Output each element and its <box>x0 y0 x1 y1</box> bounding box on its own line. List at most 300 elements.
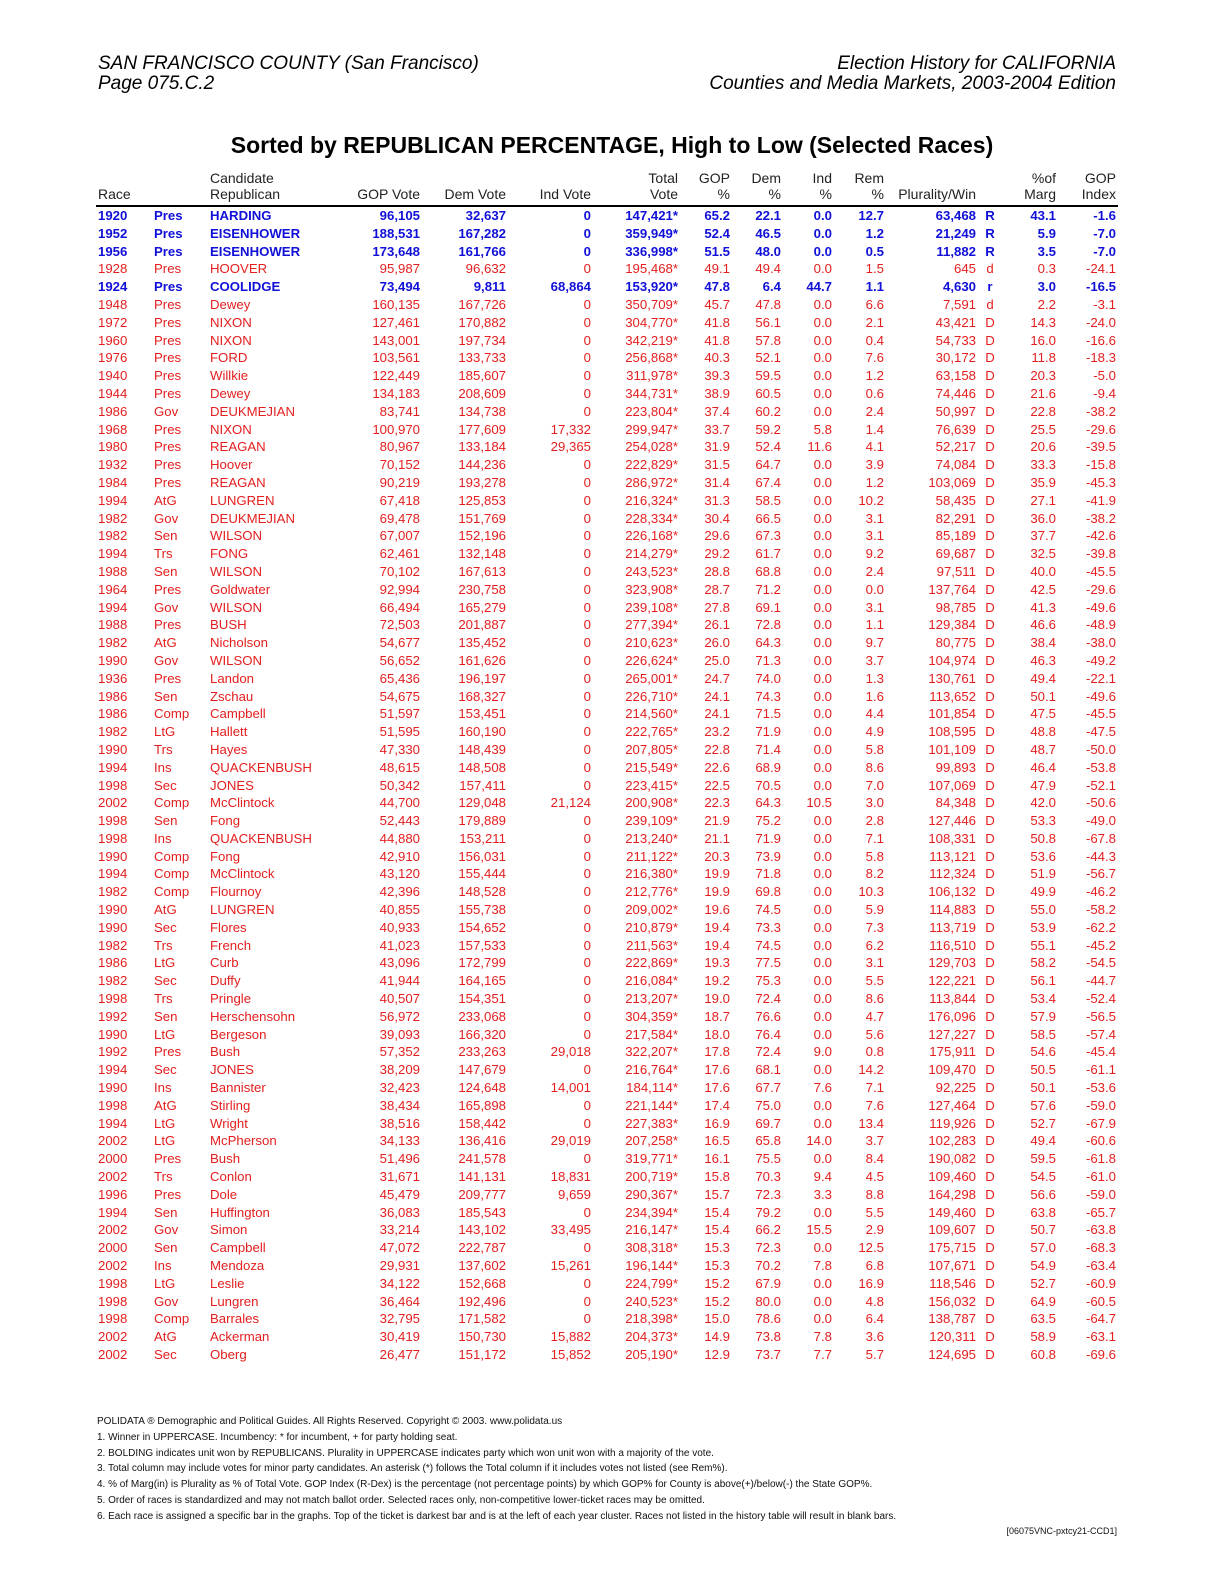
cell-gop-index: -62.2 <box>1085 919 1116 935</box>
cell-dem-pct: 71.9 <box>755 724 781 740</box>
cell-candidate-republican: McClintock <box>210 866 275 882</box>
table-row <box>96 1328 1118 1346</box>
cell-ind-pct: 0.0 <box>813 332 832 348</box>
cell-ind-vote: 0 <box>583 225 591 241</box>
cell-dem-vote: 136,416 <box>458 1133 506 1149</box>
cell-gop-vote: 45,479 <box>379 1186 420 1202</box>
cell-dem-pct: 70.2 <box>755 1258 781 1274</box>
cell-plurality: 82,291 <box>935 510 976 526</box>
cell-plurality: 156,032 <box>928 1293 976 1309</box>
footnote-6: 6. Each race is assigned a specific bar in the graphs. Top of the ticket is darkest bar and is at the left of each year cluster. Races not listed in the history table will result in blank bars. <box>97 1510 897 1522</box>
cell-margin-pct: 57.6 <box>1030 1097 1056 1113</box>
cell-gop-pct: 17.8 <box>704 1044 730 1060</box>
cell-gop-index: -47.5 <box>1085 724 1116 740</box>
table-row <box>96 705 1118 723</box>
cell-ind-pct: 14.0 <box>806 1133 832 1149</box>
cell-win-party: D <box>985 581 995 597</box>
cell-gop-index: -42.6 <box>1085 528 1116 544</box>
col-header-dem-pct <box>732 170 783 206</box>
cell-win-party: d <box>986 296 994 312</box>
cell-race-year: 1982 <box>98 973 128 989</box>
cell-gop-vote: 52,443 <box>379 813 420 829</box>
footnote-2: 2. BOLDING indicates unit won by REPUBLICANS. Plurality in UPPERCASE indicates party which won unit won with a majority of the vote. <box>97 1447 714 1459</box>
cell-win-party: D <box>985 1008 995 1024</box>
cell-race-office: Comp <box>154 866 190 882</box>
cell-rem-pct: 12.5 <box>858 1240 884 1256</box>
cell-margin-pct: 47.9 <box>1030 777 1056 793</box>
cell-gop-vote: 38,209 <box>379 1062 420 1078</box>
cell-race-year: 1998 <box>98 777 128 793</box>
footnote-1: 1. Winner in UPPERCASE. Incumbency: * for incumbent, + for party holding seat. <box>97 1431 458 1443</box>
cell-dem-vote: 167,613 <box>458 563 506 579</box>
cell-margin-pct: 63.8 <box>1030 1204 1056 1220</box>
cell-rem-pct: 8.8 <box>865 1186 884 1202</box>
cell-total-vote: 304,359* <box>625 1008 678 1024</box>
cell-plurality: 138,787 <box>928 1311 976 1327</box>
cell-rem-pct: 4.5 <box>865 1169 884 1185</box>
cell-dem-vote: 233,263 <box>458 1044 506 1060</box>
cell-dem-vote: 124,648 <box>458 1080 506 1096</box>
cell-rem-pct: 1.5 <box>865 261 884 277</box>
cell-dem-vote: 154,351 <box>458 991 506 1007</box>
cell-total-vote: 204,373* <box>625 1329 678 1345</box>
cell-gop-pct: 19.4 <box>704 919 730 935</box>
table-row <box>96 260 1118 278</box>
cell-race-year: 1998 <box>98 1275 128 1291</box>
cell-margin-pct: 53.6 <box>1030 848 1056 864</box>
cell-rem-pct: 1.1 <box>865 617 884 633</box>
cell-rem-pct: 16.9 <box>858 1275 884 1291</box>
cell-rem-pct: 2.9 <box>865 1222 884 1238</box>
cell-gop-index: -58.2 <box>1085 902 1116 918</box>
col-header-line2: Vote <box>649 186 678 202</box>
cell-gop-vote: 69,478 <box>379 510 420 526</box>
cell-dem-pct: 74.5 <box>755 902 781 918</box>
page-number: Page 075.C.2 <box>98 73 215 94</box>
cell-margin-pct: 52.7 <box>1030 1275 1056 1291</box>
cell-rem-pct: 4.1 <box>865 439 884 455</box>
cell-race-office: Pres <box>154 421 182 437</box>
cell-dem-vote: 167,726 <box>458 296 506 312</box>
cell-ind-vote: 0 <box>583 563 591 579</box>
cell-race-year: 1990 <box>98 919 128 935</box>
cell-ind-pct: 0.0 <box>813 492 832 508</box>
col-header-line1 <box>980 170 1000 186</box>
cell-race-office: Sec <box>154 1062 177 1078</box>
cell-gop-index: -60.9 <box>1085 1275 1116 1291</box>
cell-plurality: 137,764 <box>928 581 976 597</box>
cell-gop-pct: 45.7 <box>704 296 730 312</box>
cell-rem-pct: 7.6 <box>865 1097 884 1113</box>
cell-ind-pct: 0.0 <box>813 866 832 882</box>
cell-candidate-republican: Simon <box>210 1222 248 1238</box>
cell-candidate-republican: Fong <box>210 813 241 829</box>
cell-total-vote: 226,624* <box>625 652 678 668</box>
cell-total-vote: 277,394* <box>625 617 678 633</box>
cell-race-year: 1994 <box>98 1204 128 1220</box>
cell-margin-pct: 57.0 <box>1030 1240 1056 1256</box>
cell-ind-pct: 0.0 <box>813 599 832 615</box>
cell-gop-vote: 26,477 <box>379 1347 420 1362</box>
table-row <box>96 367 1118 385</box>
cell-gop-pct: 24.7 <box>704 670 730 686</box>
cell-gop-index: -67.9 <box>1085 1115 1116 1131</box>
table-row <box>96 332 1118 350</box>
cell-race-year: 1998 <box>98 991 128 1007</box>
cell-margin-pct: 50.1 <box>1030 1080 1056 1096</box>
cell-race-year: 1988 <box>98 563 128 579</box>
cell-plurality: 69,687 <box>935 546 976 562</box>
cell-margin-pct: 50.7 <box>1030 1222 1056 1238</box>
cell-gop-pct: 31.4 <box>704 474 730 490</box>
document-code: [06075VNC-pxtcy21-CCD1] <box>1006 1525 1117 1536</box>
cell-ind-vote: 0 <box>583 902 591 918</box>
cell-plurality: 113,121 <box>929 848 976 864</box>
cell-race-office: Gov <box>154 403 179 419</box>
cell-win-party: D <box>985 563 995 579</box>
cell-total-vote: 153,920* <box>625 279 678 295</box>
cell-gop-vote: 51,595 <box>379 724 420 740</box>
cell-ind-pct: 0.0 <box>813 919 832 935</box>
cell-total-vote: 223,415* <box>625 777 678 793</box>
cell-gop-index: -41.9 <box>1085 492 1116 508</box>
cell-total-vote: 209,002* <box>625 902 678 918</box>
cell-gop-index: -61.0 <box>1085 1169 1116 1185</box>
cell-dem-pct: 75.2 <box>755 813 781 829</box>
cell-gop-vote: 67,418 <box>379 492 420 508</box>
cell-ind-pct: 0.0 <box>813 225 832 241</box>
cell-dem-vote: 171,582 <box>458 1311 506 1327</box>
cell-ind-pct: 0.0 <box>813 670 832 686</box>
cell-ind-pct: 0.0 <box>813 973 832 989</box>
cell-win-party: D <box>985 528 995 544</box>
cell-race-office: Ins <box>154 830 172 846</box>
cell-plurality: 176,096 <box>928 1008 976 1024</box>
table-row <box>96 421 1118 439</box>
cell-margin-pct: 0.3 <box>1037 261 1056 277</box>
cell-race-office: Sec <box>154 919 177 935</box>
cell-ind-pct: 0.0 <box>813 813 832 829</box>
cell-race-office: Pres <box>154 208 183 223</box>
cell-gop-vote: 95,987 <box>379 261 420 277</box>
table-row <box>96 883 1118 901</box>
cell-margin-pct: 46.6 <box>1030 617 1056 633</box>
table-row <box>96 1346 1118 1364</box>
cell-win-party: D <box>985 1258 995 1274</box>
cell-margin-pct: 38.4 <box>1030 635 1056 651</box>
cell-dem-vote: 129,048 <box>458 795 506 811</box>
col-header-line2: Index <box>1081 186 1116 202</box>
cell-gop-index: -38.2 <box>1085 403 1116 419</box>
cell-ind-pct: 0.0 <box>813 706 832 722</box>
cell-gop-pct: 15.3 <box>704 1240 730 1256</box>
cell-candidate-republican: Oberg <box>210 1347 247 1362</box>
cell-gop-vote: 40,855 <box>379 902 420 918</box>
cell-win-party: D <box>985 1240 995 1256</box>
cell-dem-vote: 170,882 <box>458 314 506 330</box>
cell-dem-pct: 22.1 <box>755 208 781 223</box>
table-row <box>96 688 1118 706</box>
cell-total-vote: 265,001* <box>625 670 678 686</box>
cell-total-vote: 308,318* <box>625 1240 678 1256</box>
cell-dem-vote: 192,496 <box>458 1293 506 1309</box>
cell-gop-pct: 16.9 <box>704 1115 730 1131</box>
cell-dem-pct: 64.3 <box>755 795 781 811</box>
cell-race-office: LtG <box>154 724 176 740</box>
cell-gop-vote: 96,105 <box>379 208 420 223</box>
cell-plurality: 80,775 <box>935 635 976 651</box>
cell-race-year: 1998 <box>98 830 128 846</box>
cell-gop-pct: 14.9 <box>704 1329 730 1345</box>
table-row <box>96 937 1118 955</box>
cell-race-year: 1948 <box>98 296 128 312</box>
cell-dem-vote: 241,578 <box>458 1151 506 1167</box>
cell-total-vote: 184,114* <box>626 1080 678 1096</box>
cell-total-vote: 336,998* <box>625 243 678 259</box>
cell-ind-vote: 0 <box>583 955 591 971</box>
cell-race-year: 1936 <box>98 670 128 686</box>
cell-total-vote: 256,868* <box>625 350 678 366</box>
cell-ind-pct: 0.0 <box>813 296 832 312</box>
cell-dem-pct: 72.8 <box>755 617 781 633</box>
cell-race-office: Comp <box>154 848 190 864</box>
cell-dem-pct: 60.5 <box>755 385 781 401</box>
cell-rem-pct: 4.4 <box>865 706 884 722</box>
cell-gop-index: -65.7 <box>1085 1204 1116 1220</box>
cell-dem-vote: 161,766 <box>458 243 506 259</box>
cell-dem-vote: 155,444 <box>458 866 506 882</box>
cell-gop-pct: 21.9 <box>704 813 730 829</box>
cell-win-party: D <box>985 421 995 437</box>
cell-gop-pct: 17.6 <box>704 1062 730 1078</box>
cell-candidate-republican: FONG <box>210 546 249 562</box>
publication-edition: Counties and Media Markets, 2003-2004 Edition <box>709 73 1116 94</box>
cell-gop-pct: 15.3 <box>704 1258 730 1274</box>
cell-race-year: 2002 <box>98 1347 128 1362</box>
cell-gop-vote: 72,503 <box>379 617 420 633</box>
cell-gop-index: -50.6 <box>1085 795 1116 811</box>
cell-total-vote: 214,560* <box>625 706 678 722</box>
cell-total-vote: 234,394* <box>625 1204 678 1220</box>
cell-gop-index: -49.2 <box>1085 652 1116 668</box>
cell-margin-pct: 40.0 <box>1030 563 1056 579</box>
table-row <box>96 1204 1118 1222</box>
cell-ind-pct: 0.0 <box>813 350 832 366</box>
cell-race-office: Pres <box>154 314 182 330</box>
cell-total-vote: 214,279* <box>625 546 678 562</box>
cell-race-office: Comp <box>154 706 190 722</box>
cell-gop-index: -49.6 <box>1085 688 1116 704</box>
cell-ind-vote: 0 <box>583 813 591 829</box>
col-header-line2 <box>154 186 206 202</box>
cell-margin-pct: 49.4 <box>1030 670 1056 686</box>
cell-gop-vote: 134,183 <box>372 385 420 401</box>
cell-margin-pct: 63.5 <box>1030 1311 1056 1327</box>
cell-dem-vote: 172,799 <box>458 955 506 971</box>
cell-gop-index: -63.1 <box>1085 1329 1116 1345</box>
cell-plurality: 74,446 <box>935 385 976 401</box>
cell-rem-pct: 3.7 <box>865 1133 884 1149</box>
cell-ind-vote: 0 <box>583 403 591 419</box>
cell-race-office: Sen <box>154 1204 178 1220</box>
cell-candidate-republican: Pringle <box>210 991 252 1007</box>
cell-plurality: 54,733 <box>935 332 976 348</box>
cell-dem-vote: 179,889 <box>458 813 506 829</box>
cell-ind-pct: 0.0 <box>813 955 832 971</box>
cell-ind-vote: 0 <box>583 635 591 651</box>
cell-race-office: Trs <box>154 991 173 1007</box>
cell-gop-index: -16.6 <box>1085 332 1116 348</box>
cell-plurality: 108,331 <box>928 830 976 846</box>
cell-gop-vote: 66,494 <box>379 599 420 615</box>
cell-race-office: Trs <box>154 937 173 953</box>
cell-ind-vote: 0 <box>583 652 591 668</box>
col-header-line1 <box>334 170 420 186</box>
cell-ind-pct: 0.0 <box>813 902 832 918</box>
cell-total-vote: 218,398* <box>625 1311 678 1327</box>
cell-race-year: 1990 <box>98 741 128 757</box>
cell-ind-vote: 0 <box>583 1151 591 1167</box>
cell-race-office: Pres <box>154 457 182 473</box>
cell-gop-vote: 40,507 <box>379 991 420 1007</box>
cell-candidate-republican: Leslie <box>210 1275 245 1291</box>
cell-gop-index: -60.5 <box>1085 1293 1116 1309</box>
cell-dem-pct: 73.9 <box>755 848 781 864</box>
cell-plurality: 84,348 <box>935 795 976 811</box>
cell-margin-pct: 16.0 <box>1030 332 1056 348</box>
cell-ind-pct: 0.0 <box>813 830 832 846</box>
cell-win-party: D <box>985 332 995 348</box>
cell-plurality: 122,221 <box>928 973 976 989</box>
footnote-3: 3. Total column may include votes for minor party candidates. An asterisk (*) follows the Total column if it includes votes not listed (see Rem%). <box>97 1463 728 1475</box>
cell-gop-pct: 47.8 <box>704 279 730 295</box>
col-header-line1 <box>154 170 206 186</box>
cell-race-office: Comp <box>154 884 190 900</box>
cell-dem-pct: 73.7 <box>755 1347 781 1362</box>
cell-rem-pct: 9.2 <box>865 546 884 562</box>
cell-dem-pct: 67.7 <box>755 1080 781 1096</box>
table-row <box>96 759 1118 777</box>
cell-candidate-republican: NIXON <box>210 314 252 330</box>
table-row <box>96 616 1118 634</box>
cell-gop-vote: 41,944 <box>379 973 420 989</box>
cell-gop-index: -16.5 <box>1085 279 1116 295</box>
page-header-left <box>98 54 479 94</box>
cell-win-party: D <box>985 777 995 793</box>
cell-gop-index: -7.0 <box>1093 225 1116 241</box>
cell-race-office: Pres <box>154 670 182 686</box>
cell-gop-vote: 33,214 <box>379 1222 420 1238</box>
cell-gop-index: -29.6 <box>1085 581 1116 597</box>
cell-race-office: Pres <box>154 474 182 490</box>
cell-total-vote: 211,122* <box>626 848 678 864</box>
col-header-line2: Ind Vote <box>539 186 591 202</box>
cell-gop-index: -54.5 <box>1085 955 1116 971</box>
cell-candidate-republican: Zschau <box>210 688 254 704</box>
cell-ind-vote: 68,864 <box>550 279 591 295</box>
cell-race-year: 1994 <box>98 866 128 882</box>
col-header-gop-vote <box>332 170 422 206</box>
cell-plurality: 175,715 <box>928 1240 976 1256</box>
cell-win-party: D <box>985 1169 995 1185</box>
cell-rem-pct: 5.5 <box>865 1204 884 1220</box>
cell-gop-pct: 29.6 <box>704 528 730 544</box>
cell-dem-vote: 157,533 <box>458 937 506 953</box>
cell-race-year: 1988 <box>98 617 128 633</box>
table-row <box>96 278 1118 296</box>
cell-race-year: 1956 <box>98 243 128 259</box>
cell-plurality: 118,546 <box>929 1275 976 1291</box>
table-row <box>96 545 1118 563</box>
cell-plurality: 52,217 <box>935 439 976 455</box>
cell-candidate-republican: Bannister <box>210 1080 266 1096</box>
cell-race-year: 1964 <box>98 581 128 597</box>
cell-total-vote: 213,240* <box>625 830 678 846</box>
cell-ind-pct: 0.0 <box>813 243 832 259</box>
cell-dem-vote: 177,609 <box>458 421 506 437</box>
cell-race-year: 2002 <box>98 795 128 811</box>
cell-dem-vote: 157,411 <box>459 777 506 793</box>
cell-candidate-republican: JONES <box>210 1062 254 1078</box>
cell-margin-pct: 55.1 <box>1030 937 1056 953</box>
cell-dem-pct: 71.3 <box>755 652 781 668</box>
cell-ind-pct: 0.0 <box>813 1240 832 1256</box>
cell-race-office: Pres <box>154 439 182 455</box>
cell-win-party: R <box>985 225 995 241</box>
col-header-total-vote <box>593 170 680 206</box>
cell-win-party: D <box>985 1044 995 1060</box>
cell-gop-vote: 57,352 <box>379 1044 420 1060</box>
cell-candidate-republican: LUNGREN <box>210 492 275 508</box>
cell-dem-pct: 75.0 <box>755 1097 781 1113</box>
cell-rem-pct: 2.4 <box>865 563 884 579</box>
cell-gop-vote: 32,423 <box>379 1080 420 1096</box>
cell-dem-pct: 79.2 <box>755 1204 781 1220</box>
cell-gop-pct: 24.1 <box>704 688 730 704</box>
cell-candidate-republican: WILSON <box>210 652 263 668</box>
col-header-candidate-republican <box>208 170 332 206</box>
cell-dem-pct: 49.4 <box>755 261 781 277</box>
cell-win-party: D <box>985 599 995 615</box>
cell-race-year: 2000 <box>98 1240 128 1256</box>
cell-race-office: Gov <box>154 652 179 668</box>
cell-dem-pct: 74.0 <box>755 670 781 686</box>
table-row <box>96 385 1118 403</box>
cell-candidate-republican: WILSON <box>210 599 263 615</box>
table-row <box>96 599 1118 617</box>
cell-dem-pct: 59.2 <box>755 421 781 437</box>
table-row <box>96 972 1118 990</box>
cell-candidate-republican: McClintock <box>210 795 275 811</box>
cell-rem-pct: 3.1 <box>865 528 884 544</box>
cell-total-vote: 311,978* <box>626 368 678 384</box>
cell-ind-vote: 29,019 <box>550 1133 591 1149</box>
cell-race-office: Comp <box>154 795 190 811</box>
cell-candidate-republican: LUNGREN <box>210 902 275 918</box>
cell-margin-pct: 56.1 <box>1030 973 1056 989</box>
cell-total-vote: 286,972* <box>625 474 678 490</box>
cell-candidate-republican: Willkie <box>210 368 249 384</box>
cell-margin-pct: 48.7 <box>1030 741 1056 757</box>
cell-candidate-republican: McPherson <box>210 1133 277 1149</box>
cell-rem-pct: 1.2 <box>865 368 884 384</box>
cell-win-party: D <box>985 830 995 846</box>
cell-gop-index: -56.7 <box>1085 866 1116 882</box>
cell-ind-pct: 0.0 <box>813 884 832 900</box>
cell-race-office: Pres <box>154 225 183 241</box>
table-row <box>96 723 1118 741</box>
cell-dem-pct: 64.3 <box>755 635 781 651</box>
